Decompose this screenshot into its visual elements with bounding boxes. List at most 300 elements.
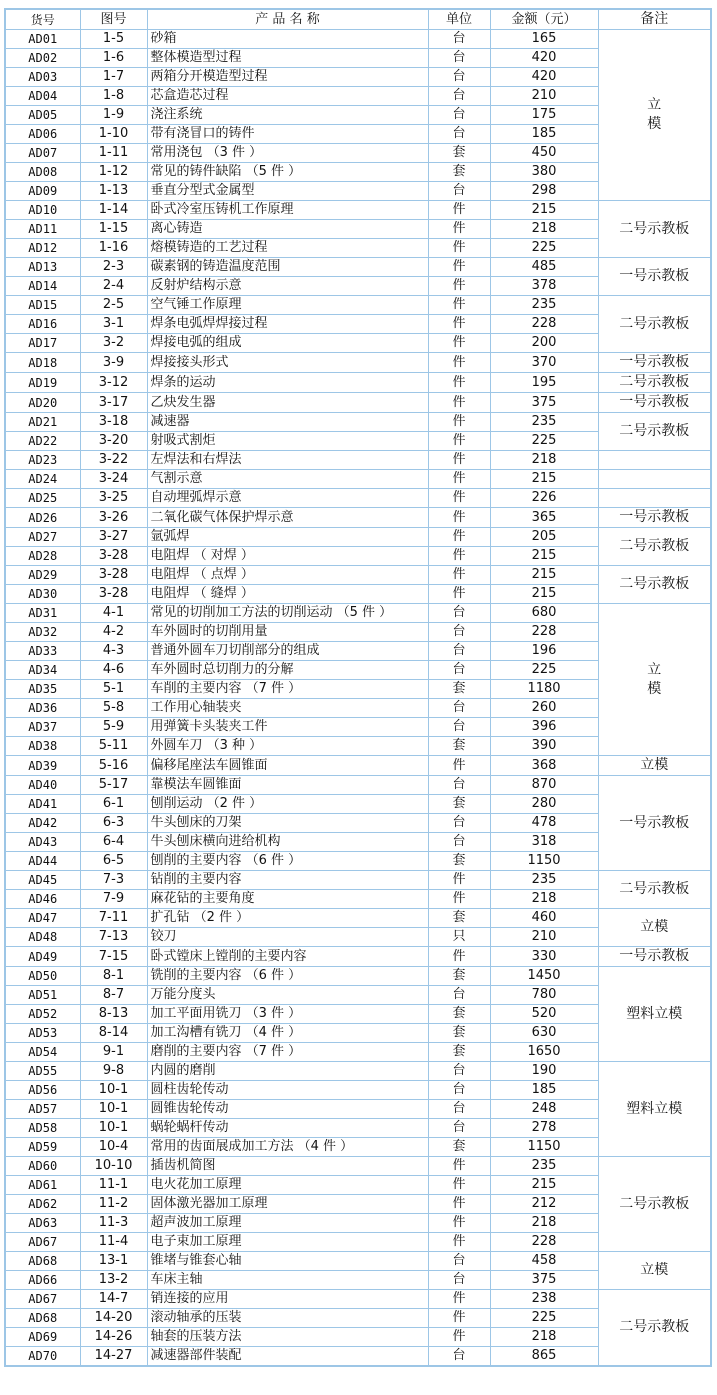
product-name-cell: 销连接的应用 <box>147 1290 428 1309</box>
table-row <box>5 470 711 489</box>
unit-cell: 件 <box>428 432 490 451</box>
unit-cell: 台 <box>428 718 490 737</box>
price-cell: 870 <box>490 776 598 795</box>
figure-no-cell: 4-3 <box>80 642 147 661</box>
remark-cell <box>598 470 711 489</box>
price-cell: 225 <box>490 432 598 451</box>
item-no-cell: AD46 <box>5 890 80 909</box>
unit-cell: 件 <box>428 451 490 470</box>
unit-cell: 套 <box>428 1043 490 1062</box>
figure-no-cell: 1-9 <box>80 106 147 125</box>
product-name-cell: 碳素钢的铸造温度范围 <box>147 258 428 277</box>
figure-no-cell: 14-20 <box>80 1309 147 1328</box>
product-name-cell: 电阻焊 （ 缝焊 ） <box>147 585 428 604</box>
figure-no-cell: 7-13 <box>80 928 147 947</box>
figure-no-cell: 14-7 <box>80 1290 147 1309</box>
price-cell: 368 <box>490 756 598 776</box>
table-row <box>5 528 711 547</box>
unit-cell: 台 <box>428 106 490 125</box>
unit-cell: 件 <box>428 585 490 604</box>
price-cell: 1650 <box>490 1043 598 1062</box>
item-no-cell: AD42 <box>5 814 80 833</box>
unit-cell: 台 <box>428 182 490 201</box>
item-no-cell: AD66 <box>5 1271 80 1290</box>
table-row <box>5 201 711 220</box>
item-no-cell: AD16 <box>5 315 80 334</box>
figure-no-cell: 13-2 <box>80 1271 147 1290</box>
figure-no-cell: 10-10 <box>80 1157 147 1176</box>
unit-cell: 件 <box>428 566 490 585</box>
product-name-cell: 插齿机简图 <box>147 1157 428 1176</box>
product-name-cell: 砂箱 <box>147 30 428 49</box>
header-remark: 备注 <box>598 9 711 30</box>
product-name-cell: 带有浇冒口的铸件 <box>147 125 428 144</box>
price-cell: 460 <box>490 909 598 928</box>
product-name-cell: 焊条的运动 <box>147 373 428 393</box>
unit-cell: 件 <box>428 1176 490 1195</box>
table-row <box>5 871 711 890</box>
figure-no-cell: 10-1 <box>80 1081 147 1100</box>
remark-cell: 二号示教板 <box>598 201 711 258</box>
item-no-cell: AD23 <box>5 451 80 470</box>
product-name-cell: 电阻焊 （ 点焊 ） <box>147 566 428 585</box>
product-name-cell: 常用的齿面展成加工方法 （4 件 ） <box>147 1138 428 1157</box>
figure-no-cell: 7-3 <box>80 871 147 890</box>
unit-cell: 台 <box>428 814 490 833</box>
unit-cell: 台 <box>428 623 490 642</box>
figure-no-cell: 8-14 <box>80 1024 147 1043</box>
unit-cell: 台 <box>428 30 490 49</box>
table-row <box>5 30 711 49</box>
figure-no-cell: 6-1 <box>80 795 147 814</box>
price-cell: 280 <box>490 795 598 814</box>
remark-cell: 立模 <box>598 1252 711 1290</box>
price-cell: 235 <box>490 296 598 315</box>
item-no-cell: AD70 <box>5 1347 80 1367</box>
product-name-cell: 用弹簧卡头装夹工件 <box>147 718 428 737</box>
product-name-cell: 圆锥齿轮传动 <box>147 1100 428 1119</box>
figure-no-cell: 4-6 <box>80 661 147 680</box>
price-cell: 210 <box>490 928 598 947</box>
remark-cell <box>598 489 711 508</box>
item-no-cell: AD29 <box>5 566 80 585</box>
price-cell: 215 <box>490 201 598 220</box>
item-no-cell: AD36 <box>5 699 80 718</box>
unit-cell: 件 <box>428 470 490 489</box>
price-cell: 226 <box>490 489 598 508</box>
price-cell: 365 <box>490 508 598 528</box>
product-name-cell: 万能分度头 <box>147 986 428 1005</box>
price-cell: 378 <box>490 277 598 296</box>
price-cell: 228 <box>490 1233 598 1252</box>
figure-no-cell: 9-8 <box>80 1062 147 1081</box>
product-name-cell: 车床主轴 <box>147 1271 428 1290</box>
unit-cell: 只 <box>428 928 490 947</box>
item-no-cell: AD56 <box>5 1081 80 1100</box>
product-name-cell: 电阻焊 （ 对焊 ） <box>147 547 428 566</box>
table-row <box>5 489 711 508</box>
unit-cell: 台 <box>428 699 490 718</box>
price-cell: 235 <box>490 413 598 432</box>
price-cell: 238 <box>490 1290 598 1309</box>
product-name-cell: 扩孔钻 （2 件 ） <box>147 909 428 928</box>
item-no-cell: AD54 <box>5 1043 80 1062</box>
product-name-cell: 铣削的主要内容 （6 件 ） <box>147 967 428 986</box>
remark-cell: 二号示教板 <box>598 871 711 909</box>
figure-no-cell: 10-4 <box>80 1138 147 1157</box>
price-cell: 396 <box>490 718 598 737</box>
unit-cell: 件 <box>428 547 490 566</box>
price-cell: 210 <box>490 87 598 106</box>
unit-cell: 套 <box>428 852 490 871</box>
figure-no-cell: 7-15 <box>80 947 147 967</box>
item-no-cell: AD53 <box>5 1024 80 1043</box>
figure-no-cell: 14-27 <box>80 1347 147 1367</box>
table-row <box>5 1290 711 1309</box>
price-cell: 278 <box>490 1119 598 1138</box>
product-name-cell: 加工平面用铣刀 （3 件 ） <box>147 1005 428 1024</box>
item-no-cell: AD19 <box>5 373 80 393</box>
product-name-cell: 氩弧焊 <box>147 528 428 547</box>
header-unit: 单位 <box>428 9 490 30</box>
item-no-cell: AD17 <box>5 334 80 353</box>
figure-no-cell: 3-18 <box>80 413 147 432</box>
figure-no-cell: 1-16 <box>80 239 147 258</box>
item-no-cell: AD68 <box>5 1252 80 1271</box>
product-name-cell: 车外圆时总切削力的分解 <box>147 661 428 680</box>
item-no-cell: AD35 <box>5 680 80 699</box>
item-no-cell: AD40 <box>5 776 80 795</box>
unit-cell: 件 <box>428 220 490 239</box>
figure-no-cell: 9-1 <box>80 1043 147 1062</box>
unit-cell: 件 <box>428 947 490 967</box>
figure-no-cell: 1-11 <box>80 144 147 163</box>
product-name-cell: 电子束加工原理 <box>147 1233 428 1252</box>
figure-no-cell: 3-26 <box>80 508 147 528</box>
price-cell: 478 <box>490 814 598 833</box>
unit-cell: 台 <box>428 49 490 68</box>
figure-no-cell: 7-11 <box>80 909 147 928</box>
item-no-cell: AD20 <box>5 393 80 413</box>
unit-cell: 件 <box>428 1328 490 1347</box>
price-cell: 298 <box>490 182 598 201</box>
price-cell: 420 <box>490 68 598 87</box>
table-row <box>5 373 711 393</box>
price-cell: 375 <box>490 1271 598 1290</box>
price-cell: 218 <box>490 1214 598 1233</box>
price-cell: 215 <box>490 470 598 489</box>
table-row <box>5 1157 711 1176</box>
header-product-name: 产 品 名 称 <box>147 9 428 30</box>
unit-cell: 件 <box>428 871 490 890</box>
figure-no-cell: 3-9 <box>80 353 147 373</box>
unit-cell: 套 <box>428 909 490 928</box>
item-no-cell: AD02 <box>5 49 80 68</box>
figure-no-cell: 7-9 <box>80 890 147 909</box>
product-name-cell: 偏移尾座法车圆锥面 <box>147 756 428 776</box>
unit-cell: 台 <box>428 1252 490 1271</box>
price-cell: 175 <box>490 106 598 125</box>
table-row <box>5 353 711 373</box>
remark-cell: 一号示教板 <box>598 776 711 871</box>
unit-cell: 件 <box>428 315 490 334</box>
item-no-cell: AD09 <box>5 182 80 201</box>
figure-no-cell: 5-9 <box>80 718 147 737</box>
figure-no-cell: 1-8 <box>80 87 147 106</box>
price-cell: 225 <box>490 1309 598 1328</box>
item-no-cell: AD27 <box>5 528 80 547</box>
unit-cell: 台 <box>428 661 490 680</box>
unit-cell: 台 <box>428 642 490 661</box>
unit-cell: 台 <box>428 1271 490 1290</box>
item-no-cell: AD05 <box>5 106 80 125</box>
item-no-cell: AD63 <box>5 1214 80 1233</box>
figure-no-cell: 3-12 <box>80 373 147 393</box>
price-cell: 370 <box>490 353 598 373</box>
table-row <box>5 909 711 928</box>
product-name-cell: 离心铸造 <box>147 220 428 239</box>
price-cell: 235 <box>490 1157 598 1176</box>
item-no-cell: AD60 <box>5 1157 80 1176</box>
product-name-cell: 二氧化碳气体保护焊示意 <box>147 508 428 528</box>
remark-cell: 二号示教板 <box>598 1290 711 1367</box>
item-no-cell: AD59 <box>5 1138 80 1157</box>
figure-no-cell: 10-1 <box>80 1119 147 1138</box>
price-cell: 450 <box>490 144 598 163</box>
remark-cell: 塑料立模 <box>598 1062 711 1157</box>
price-cell: 218 <box>490 890 598 909</box>
price-cell: 680 <box>490 604 598 623</box>
unit-cell: 件 <box>428 1309 490 1328</box>
product-name-cell: 铰刀 <box>147 928 428 947</box>
unit-cell: 件 <box>428 489 490 508</box>
figure-no-cell: 1-6 <box>80 49 147 68</box>
price-cell: 212 <box>490 1195 598 1214</box>
item-no-cell: AD67 <box>5 1290 80 1309</box>
figure-no-cell: 3-28 <box>80 547 147 566</box>
table-row <box>5 967 711 986</box>
product-name-cell: 减速器部件装配 <box>147 1347 428 1367</box>
product-name-cell: 常用浇包 （3 件 ） <box>147 144 428 163</box>
product-name-cell: 常见的铸件缺陷 （5 件 ） <box>147 163 428 182</box>
remark-cell: 一号示教板 <box>598 258 711 296</box>
price-cell: 185 <box>490 1081 598 1100</box>
remark-cell: 立模 <box>598 909 711 947</box>
remark-cell: 塑料立模 <box>598 967 711 1062</box>
product-name-cell: 熔模铸造的工艺过程 <box>147 239 428 258</box>
item-no-cell: AD08 <box>5 163 80 182</box>
price-cell: 218 <box>490 220 598 239</box>
item-no-cell: AD18 <box>5 353 80 373</box>
price-cell: 225 <box>490 239 598 258</box>
figure-no-cell: 4-1 <box>80 604 147 623</box>
unit-cell: 台 <box>428 833 490 852</box>
item-no-cell: AD31 <box>5 604 80 623</box>
unit-cell: 件 <box>428 201 490 220</box>
price-cell: 458 <box>490 1252 598 1271</box>
remark-cell: 一号示教板 <box>598 508 711 528</box>
product-name-cell: 超声波加工原理 <box>147 1214 428 1233</box>
remark-cell: 二号示教板 <box>598 373 711 393</box>
unit-cell: 套 <box>428 1024 490 1043</box>
item-no-cell: AD69 <box>5 1328 80 1347</box>
figure-no-cell: 1-14 <box>80 201 147 220</box>
price-cell: 218 <box>490 1328 598 1347</box>
item-no-cell: AD21 <box>5 413 80 432</box>
product-name-cell: 内圆的磨削 <box>147 1062 428 1081</box>
item-no-cell: AD25 <box>5 489 80 508</box>
remark-cell: 一号示教板 <box>598 947 711 967</box>
item-no-cell: AD01 <box>5 30 80 49</box>
figure-no-cell: 2-3 <box>80 258 147 277</box>
item-no-cell: AD45 <box>5 871 80 890</box>
item-no-cell: AD43 <box>5 833 80 852</box>
product-name-cell: 左焊法和右焊法 <box>147 451 428 470</box>
item-no-cell: AD61 <box>5 1176 80 1195</box>
price-cell: 200 <box>490 334 598 353</box>
remark-cell: 二号示教板 <box>598 528 711 566</box>
figure-no-cell: 11-3 <box>80 1214 147 1233</box>
price-cell: 485 <box>490 258 598 277</box>
table-row <box>5 1062 711 1081</box>
unit-cell: 件 <box>428 277 490 296</box>
unit-cell: 台 <box>428 604 490 623</box>
item-no-cell: AD51 <box>5 986 80 1005</box>
price-cell: 215 <box>490 566 598 585</box>
remark-cell: 二号示教板 <box>598 413 711 451</box>
product-name-cell: 刨削的主要内容 （6 件 ） <box>147 852 428 871</box>
price-cell: 1150 <box>490 852 598 871</box>
unit-cell: 件 <box>428 353 490 373</box>
price-cell: 375 <box>490 393 598 413</box>
product-name-cell: 卧式冷室压铸机工作原理 <box>147 201 428 220</box>
item-no-cell: AD41 <box>5 795 80 814</box>
item-no-cell: AD15 <box>5 296 80 315</box>
figure-no-cell: 11-4 <box>80 1233 147 1252</box>
unit-cell: 件 <box>428 508 490 528</box>
unit-cell: 件 <box>428 1157 490 1176</box>
product-name-cell: 刨削运动 （2 件 ） <box>147 795 428 814</box>
unit-cell: 台 <box>428 986 490 1005</box>
unit-cell: 台 <box>428 1081 490 1100</box>
item-no-cell: AD67 <box>5 1233 80 1252</box>
item-no-cell: AD55 <box>5 1062 80 1081</box>
table-row <box>5 566 711 585</box>
figure-no-cell: 1-13 <box>80 182 147 201</box>
product-name-cell: 车削的主要内容 （7 件 ） <box>147 680 428 699</box>
item-no-cell: AD22 <box>5 432 80 451</box>
table-row <box>5 1252 711 1271</box>
figure-no-cell: 3-22 <box>80 451 147 470</box>
figure-no-cell: 10-1 <box>80 1100 147 1119</box>
price-cell: 380 <box>490 163 598 182</box>
product-name-cell: 常见的切削加工方法的切削运动 （5 件 ） <box>147 604 428 623</box>
item-no-cell: AD26 <box>5 508 80 528</box>
product-name-cell: 外圆车刀 （3 种 ） <box>147 737 428 756</box>
item-no-cell: AD62 <box>5 1195 80 1214</box>
figure-no-cell: 3-25 <box>80 489 147 508</box>
price-cell: 196 <box>490 642 598 661</box>
product-name-cell: 两箱分开模造型过程 <box>147 68 428 87</box>
product-name-cell: 轴套的压装方法 <box>147 1328 428 1347</box>
price-cell: 1180 <box>490 680 598 699</box>
figure-no-cell: 3-27 <box>80 528 147 547</box>
unit-cell: 件 <box>428 413 490 432</box>
price-cell: 1150 <box>490 1138 598 1157</box>
product-name-cell: 牛头刨床横向进给机构 <box>147 833 428 852</box>
price-cell: 780 <box>490 986 598 1005</box>
unit-cell: 套 <box>428 144 490 163</box>
unit-cell: 套 <box>428 967 490 986</box>
product-name-cell: 靠模法车圆锥面 <box>147 776 428 795</box>
product-name-cell: 浇注系统 <box>147 106 428 125</box>
item-no-cell: AD68 <box>5 1309 80 1328</box>
figure-no-cell: 13-1 <box>80 1252 147 1271</box>
table-header-row <box>5 9 711 30</box>
price-cell: 865 <box>490 1347 598 1367</box>
product-name-cell: 磨削的主要内容 （7 件 ） <box>147 1043 428 1062</box>
figure-no-cell: 5-1 <box>80 680 147 699</box>
item-no-cell: AD33 <box>5 642 80 661</box>
figure-no-cell: 8-1 <box>80 967 147 986</box>
price-table <box>4 8 712 1367</box>
item-no-cell: AD37 <box>5 718 80 737</box>
unit-cell: 台 <box>428 1119 490 1138</box>
product-name-cell: 整体模造型过程 <box>147 49 428 68</box>
unit-cell: 件 <box>428 1214 490 1233</box>
item-no-cell: AD39 <box>5 756 80 776</box>
remark-cell <box>598 451 711 470</box>
item-no-cell: AD04 <box>5 87 80 106</box>
item-no-cell: AD57 <box>5 1100 80 1119</box>
item-no-cell: AD13 <box>5 258 80 277</box>
item-no-cell: AD06 <box>5 125 80 144</box>
product-name-cell: 车外圆时的切削用量 <box>147 623 428 642</box>
product-name-cell: 空气锤工作原理 <box>147 296 428 315</box>
figure-no-cell: 5-8 <box>80 699 147 718</box>
product-name-cell: 圆柱齿轮传动 <box>147 1081 428 1100</box>
item-no-cell: AD28 <box>5 547 80 566</box>
figure-no-cell: 5-11 <box>80 737 147 756</box>
table-body <box>5 30 711 1367</box>
product-name-cell: 滚动轴承的压装 <box>147 1309 428 1328</box>
unit-cell: 套 <box>428 1005 490 1024</box>
price-cell: 215 <box>490 585 598 604</box>
item-no-cell: AD44 <box>5 852 80 871</box>
table-row <box>5 296 711 315</box>
figure-no-cell: 3-1 <box>80 315 147 334</box>
item-no-cell: AD38 <box>5 737 80 756</box>
price-cell: 330 <box>490 947 598 967</box>
product-name-cell: 自动埋弧焊示意 <box>147 489 428 508</box>
figure-no-cell: 2-4 <box>80 277 147 296</box>
item-no-cell: AD24 <box>5 470 80 489</box>
product-name-cell: 芯盒造芯过程 <box>147 87 428 106</box>
product-name-cell: 麻花钻的主要角度 <box>147 890 428 909</box>
unit-cell: 件 <box>428 258 490 277</box>
figure-no-cell: 8-7 <box>80 986 147 1005</box>
price-cell: 190 <box>490 1062 598 1081</box>
remark-cell: 二号示教板 <box>598 296 711 353</box>
remark-cell: 二号示教板 <box>598 1157 711 1252</box>
remark-cell: 一号示教板 <box>598 393 711 413</box>
unit-cell: 套 <box>428 795 490 814</box>
unit-cell: 台 <box>428 1062 490 1081</box>
item-no-cell: AD49 <box>5 947 80 967</box>
figure-no-cell: 3-17 <box>80 393 147 413</box>
unit-cell: 台 <box>428 1347 490 1367</box>
product-name-cell: 牛头刨床的刀架 <box>147 814 428 833</box>
